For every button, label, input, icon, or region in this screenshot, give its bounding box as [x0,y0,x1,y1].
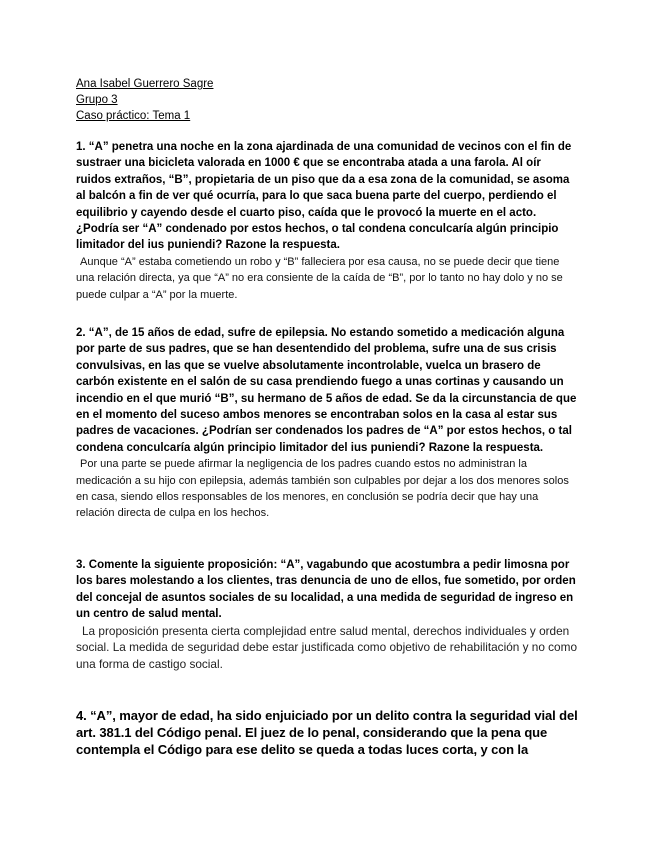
question-2: 2. “A”, de 15 años de edad, sufre de epilepsia. No estando sometido a medicación alguna por parte de sus padres, que se han desentendido del problema, sufre una de sus crisis convulsivas, en las que se vuelve absolutamente incontrolable, vuelca un brasero de carbón existente en el salón de su casa prendiendo fuego a unas cortinas y causando un incendio en el que murió “B”, su hermano de 5 años de edad. Se da la circunstancia de que en el momento del suceso ambos menores se encontraban solos en la casa al estar sus padres de vacaciones. ¿Podrían ser condenados los padres de “A” por estos hechos, o tal condena conculcaría algún principio limitador del ius puniendi? Razone la respuesta. [76,327,577,454]
section-1 [76,139,578,303]
section-4 [76,707,578,758]
answer-1: Aunque “A” estaba cometiendo un robo y “B” falleciera por esa causa, no se puede decir que tiene una relación directa, ya que “A” no era consiente de la caída de “B”, por lo tanto no hay dolo y no se puede culpar a “A” por la muerte. [76,255,563,301]
document-header [76,76,213,124]
answer-3: La proposición presenta cierta complejidad entre salud mental, derechos individuales y orden social. La medida de seguridad debe estar justificada como objetivo de rehabilitación y no como una forma de castigo social. [76,623,578,671]
question-3: 3. Comente la siguiente proposición: “A”, vagabundo que acostumbra a pedir limosna por los bares molestando a los clientes, tras denuncia de uno de ellos, fue sometido, por orden del concejal de asuntos sociales de su localidad, a una medida de seguridad de ingreso en un centro de salud mental. [76,559,576,621]
author-name: Ana Isabel Guerrero Sagre [76,78,214,90]
section-2 [76,325,578,522]
section-3 [76,557,578,672]
answer-2: Por una parte se puede afirmar la negligencia de los padres cuando estos no administran la medicación a su hijo con epilepsia, además también son culpables por dejar a los dos menores solos en casa, siendo ellos responsables de los menores, en conclusión se podría decir que hay una relación directa de culpa en los hechos. [76,458,569,520]
question-1: 1. “A” penetra una noche en la zona ajardinada de una comunidad de vecinos con el fin de sustraer una bicicleta valorada en 1000 € que se encontraba atada a una farola. Al oír ruidos extraños, “B”, propietaria de un piso que da a esa zona de la comunidad, se asoma al balcón a fin de ver qué ocurría, para lo que saca buena parte del cuerpo, perdiendo el equilibrio y cayendo desde el cuarto piso, caída que le provocó la muerte en el acto. ¿Podría ser “A” condenado por estos hechos, o tal condena conculcaría algún principio limitador del ius puniendi? Razone la respuesta. [76,141,572,252]
case-title: Caso práctico: Tema 1 [76,110,191,122]
question-4: 4. “A”, mayor de edad, ha sido enjuiciado por un delito contra la seguridad vial del art. 381.1 del Código penal. El juez de lo penal, considerando que la pena que contempla el Código para ese delito se queda a todas luces corta, y con la [76,708,578,757]
group-label: Grupo 3 [76,94,118,106]
